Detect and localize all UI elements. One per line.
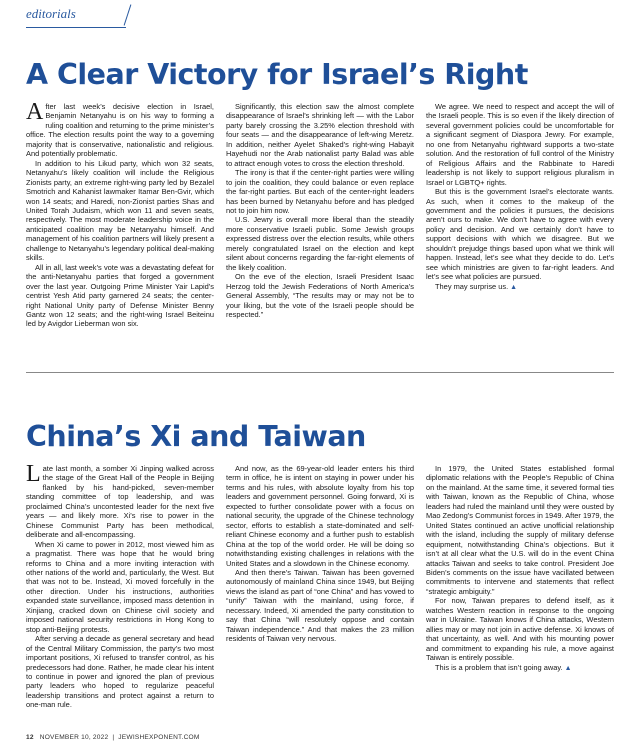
article1-paragraph: After last week’s decisive election in Israel, Benjamin Netanyahu is on his way to forming a ruling coalition and returning to the prime minister’s office. The election results point the way to a governing majority that is conservative, nationalistic and religious. And potentially problematic. <box>26 102 214 159</box>
endmark-icon: ▲ <box>510 283 518 291</box>
article1-paragraph: They may surprise us. ▲ <box>435 281 518 291</box>
endmark-icon: ▲ <box>564 664 572 672</box>
article2-paragraph: This is a problem that isn’t going away. ▲ <box>435 662 572 672</box>
article1-paragraph: On the eve of the election, Israeli President Isaac Herzog told the Jewish Federations of North America’s General Assembly, “The results may or may not be to your liking, but the vote of the Israeli people should be respected.” <box>226 272 414 319</box>
article1-paragraph: U.S. Jewry is overall more liberal than the steadily more conservative Israeli public. Some Jewish groups expressed distress over the election results, while others merely congratulated Israel on the election and kept silent about concerns regarding the far-right elements of the likely coalition. <box>226 215 414 272</box>
section-label-slash <box>124 4 132 25</box>
article1-column-2 <box>226 102 414 364</box>
article2-paragraph: Late last month, a somber Xi Jinping walked across the stage of the Great Hall of the People in Beijing flanked by his hand-picked, seven-member standing committee of top leadership, and was proclaimed China’s uncontested leader for the next five years — and likely more. Xi’s rise to power in the Chinese Communist Party has been methodical, deliberate and all-encompassing. <box>26 464 214 540</box>
article2-headline: China’s Xi and Taiwan <box>26 420 366 453</box>
article1-paragraph: All in all, last week’s vote was a devastating defeat for the anti-Netanyahu parties that forged a government over the last year. Outgoing Prime Minister Yair Lapid’s centrist Yesh Atid party garnered 24 seats; the center-right National Unity party of Defense Minister Benny Gantz won 12 seats; and the right-wing Israel Beiteinu led by Avigdor Lieberman won six. <box>26 262 214 329</box>
article1-body <box>26 102 614 364</box>
article2-column-3 <box>426 464 614 722</box>
article2-paragraph: In 1979, the United States established formal diplomatic relations with the People’s Republic of China on the mainland. At the same time, it severed formal ties with Taiwan, known as the Republic of China, whose leaders had ruled the mainland until they were ousted by Mao Zedong’s Communist forces in 1949. After 1979, the United States continued an active unofficial relationship with the island, including the supply of military defense equipment, notwithstanding China’s objections. But it isn’t at all clear what the U.S. will do in the event China attacks Taiwan and seeks to take control. President Joe Biden’s comments on the issue have vacillated between commitments to intervene and statements that reflect “strategic ambiguity.” <box>426 464 614 596</box>
article2-paragraph: And now, as the 69-year-old leader enters his third term in office, he is intent on staying in power under his terms and his rules, with absolute loyalty from his top leaders and government personnel. Going forward, Xi is expected to further consolidate power with a focus on national security, the upgrade of the Chinese technology sector, efforts to establish a state-dominated and self-reliant Chinese economy and a further push to establish China at the top of the world order. He will be doing so notwithstanding existing challenges in relations with the United States and a slowdown in the Chinese economy. <box>226 464 414 568</box>
article1-column-1 <box>26 102 214 364</box>
article1-column-3 <box>426 102 614 364</box>
article2-paragraph: When Xi came to power in 2012, most viewed him as a pragmatist. There was hope that he would bring reforms to China and a more inviting interaction with other nations of the world and, particularly, the West. But that was not to be. Instead, Xi moved forcefully in the other direction. Under his instructions, authorities expanded state surveillance, imposed mass detention in Xinjiang, cracked down on Chinese civil society and imposed national security restrictions in Hong Kong to stop anti-Beijing protests. <box>26 539 214 634</box>
dropcap: L <box>26 464 41 487</box>
website-link[interactable]: JEWISHEXPONENT.COM <box>118 734 200 741</box>
article2-column-1 <box>26 464 214 722</box>
article2-paragraph: For now, Taiwan prepares to defend itself, as it watches Western reaction in response to the ongoing war in Ukraine. Taiwan knows if China attacks, Western allies may or may not join in active defense. Xi knows of that uncertainty, as well. And with his mounting power and commitment to expanding his rule, a move against Taiwan is entirely possible. <box>426 596 614 663</box>
article2-paragraph: And then there’s Taiwan. Taiwan has been governed autonomously of mainland China since 1949, but Beijing views the island as part of “one China” and has vowed to “unify” Taiwan with the mainland, using force, if necessary. Indeed, Xi amended the party constitution to say that China “will resolutely oppose and contain Taiwan independence.” And that makes the 23 million residents of Taiwan very nervous. <box>226 567 414 644</box>
section-label-rule <box>26 27 126 28</box>
article1-paragraph: But this is the government Israel’s electorate wants. As such, when it comes to the makeup of the government and the policies it pursues, the decisions aren’t ours to make. We don’t have to agree with every policy and decision. And we certainly don’t have to support decisions with which we disagree. But we shouldn’t prejudge things based upon what we think will happen. Instead, let’s see what they decide to do. Let’s see which ministries are given to far-right leaders. And let’s see what policies are pursued. <box>426 187 614 282</box>
section-label: editorials <box>26 6 76 21</box>
page-footer <box>26 734 200 741</box>
article2-paragraph: After serving a decade as general secretary and head of the Central Military Commission, the party’s two most important positions, Xi refused to transfer control, as his predecessors had done. Rather, he made clear his intent to continue in power and ignored the plan of previous party leaders who hoped to regularize peaceful leadership transitions and protect against a return to one-man rule. <box>26 634 214 710</box>
section-divider <box>26 372 614 373</box>
article1-headline: A Clear Victory for Israel’s Right <box>26 58 528 91</box>
article1-paragraph: In addition to his Likud party, which won 32 seats, Netanyahu’s likely coalition will include the Religious Zionists party, an extreme right-wing party led by Bezalel Smotrich and Kahanist lawmaker Itamar Ben-Gvir, which won 14 seats; and Haredi, non-Zionist parties Shas and United Torah Judaism, which won 11 and seven seats, respectively. The most moderate leadership voice in the anticipated coalition may be Netanyahu himself. And management of his coalition partners will likely present a challenge to Netanyahu’s legendary political deal-making skills. <box>26 158 214 263</box>
article1-paragraph: Significantly, this election saw the almost complete disappearance of Israel’s shrinking left — with the Labor party barely crossing the 3.25% election threshold with four seats — and the disappearance of left-wing Meretz. In addition, neither Ayelet Shaked’s right-wing Habayit Hayehudi nor the Arab nationalist party Balad was able to attract enough votes to cross the election threshold. <box>226 102 414 168</box>
article1-paragraph: We agree. We need to respect and accept the will of the Israeli people. This is so even if the likely direction of several government policies could be uncomfortable for a significant segment of Diaspora Jewry. For example, no one from Netanyahu rightward supports a two-state solution. And the restoration of full control of the Ministry of Religious Affairs and the Rabbinate to Haredi leadership is not likely to support religious pluralism in Israel or LGBTQ+ rights. <box>426 102 614 187</box>
article1-paragraph: The irony is that if the center-right parties were willing to join the coalition, they could balance or even replace the far-right parties. But each of the center-right leaders has been burned by Netanyahu before and has pledged not to join him now. <box>226 168 414 215</box>
dropcap: A <box>26 102 44 125</box>
issue-date: NOVEMBER 10, 2022 <box>39 734 109 741</box>
footer-separator: | <box>112 734 115 741</box>
article2-column-2 <box>226 464 414 722</box>
article2-body <box>26 464 614 722</box>
page-number: 12 <box>26 734 34 741</box>
